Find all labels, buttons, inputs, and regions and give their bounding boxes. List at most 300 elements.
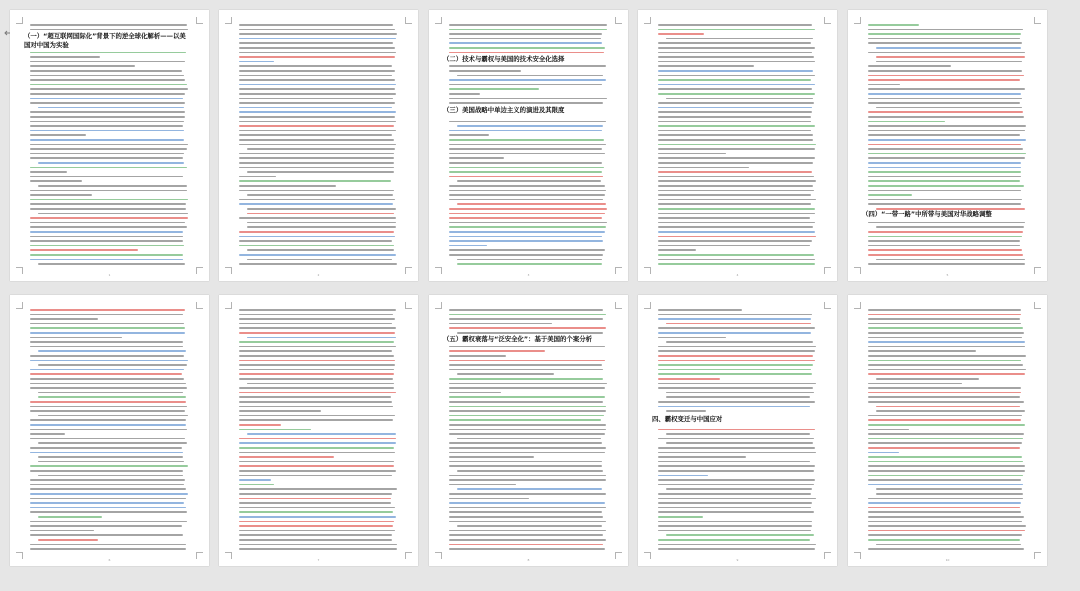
text-line xyxy=(239,516,396,518)
text-line xyxy=(868,236,1022,238)
text-line xyxy=(30,447,182,449)
text-line xyxy=(239,240,392,242)
text-line xyxy=(449,456,534,458)
document-page[interactable] xyxy=(10,295,209,566)
text-line xyxy=(868,263,1025,265)
text-line xyxy=(658,167,749,169)
text-line xyxy=(658,456,746,458)
text-line xyxy=(30,406,187,408)
text-line xyxy=(658,401,815,403)
text-line xyxy=(868,98,1022,100)
text-line xyxy=(239,130,396,132)
text-line xyxy=(247,337,396,339)
text-line xyxy=(30,93,185,95)
text-line xyxy=(30,511,187,513)
text-line xyxy=(449,415,604,417)
margin-corner-mark xyxy=(405,17,412,24)
text-line xyxy=(247,213,394,215)
text-line xyxy=(658,309,742,311)
text-line xyxy=(247,259,392,261)
text-line xyxy=(658,199,816,201)
text-line xyxy=(457,438,601,440)
margin-corner-mark xyxy=(1034,17,1041,24)
text-line xyxy=(30,240,183,242)
text-line xyxy=(876,61,1022,63)
text-line xyxy=(658,47,815,49)
text-line xyxy=(239,231,394,233)
text-line xyxy=(868,387,1021,389)
text-line xyxy=(38,516,102,518)
text-line xyxy=(30,134,86,136)
document-page[interactable] xyxy=(219,10,418,281)
text-line xyxy=(239,475,392,477)
text-line xyxy=(449,530,606,532)
text-line xyxy=(30,314,183,316)
text-line xyxy=(30,502,184,504)
text-line xyxy=(30,203,186,205)
text-line xyxy=(239,93,396,95)
text-line xyxy=(868,383,962,385)
text-line xyxy=(449,121,606,123)
text-line xyxy=(38,396,186,398)
text-line xyxy=(38,415,188,417)
text-line xyxy=(449,176,603,178)
text-line xyxy=(868,534,1022,536)
text-line xyxy=(449,254,603,256)
text-line xyxy=(658,498,816,500)
text-line xyxy=(868,111,1023,113)
text-line xyxy=(239,139,394,141)
text-line xyxy=(30,254,183,256)
text-line xyxy=(247,222,396,224)
text-line xyxy=(30,24,187,26)
text-line xyxy=(239,355,394,357)
text-line xyxy=(38,539,98,541)
text-line xyxy=(449,171,602,173)
text-line xyxy=(239,318,395,320)
text-line xyxy=(30,171,67,173)
text-line xyxy=(868,102,1020,104)
text-line xyxy=(30,360,188,362)
text-line xyxy=(30,346,183,348)
text-line xyxy=(30,327,185,329)
text-line xyxy=(449,507,606,509)
section-heading: 国对中国为实验 xyxy=(24,41,69,49)
text-line xyxy=(449,387,605,389)
text-line xyxy=(449,410,606,412)
text-line xyxy=(868,525,1026,527)
document-page[interactable] xyxy=(848,10,1047,281)
text-line xyxy=(666,433,810,435)
text-line xyxy=(239,465,394,467)
text-line xyxy=(868,245,1020,247)
text-line xyxy=(239,176,276,178)
text-line xyxy=(449,447,606,449)
text-line xyxy=(868,52,1025,54)
text-line xyxy=(38,461,184,463)
text-line xyxy=(38,392,183,394)
text-line xyxy=(658,406,810,408)
text-line xyxy=(457,332,603,334)
text-line xyxy=(658,93,815,95)
text-line xyxy=(239,65,392,67)
text-line xyxy=(30,534,183,536)
text-line xyxy=(449,392,501,394)
text-line xyxy=(239,396,391,398)
text-line xyxy=(868,396,1020,398)
text-line xyxy=(868,516,1024,518)
text-line xyxy=(449,199,603,201)
text-line xyxy=(658,544,816,546)
section-heading: （三）美国战略中单边主义的演进及其限度 xyxy=(443,106,565,114)
text-line xyxy=(30,52,186,54)
text-line xyxy=(658,116,811,118)
text-line xyxy=(30,84,187,86)
text-line xyxy=(658,222,815,224)
text-line xyxy=(38,185,187,187)
section-heading: （四）“一带一路”中所带与美国对华战略调整 xyxy=(862,210,992,218)
text-line xyxy=(658,190,814,192)
text-line xyxy=(658,130,811,132)
text-line xyxy=(30,29,188,31)
text-line xyxy=(449,350,545,352)
text-line xyxy=(449,93,480,95)
text-line xyxy=(449,433,605,435)
text-line xyxy=(658,493,811,495)
text-line xyxy=(449,79,606,81)
text-line xyxy=(658,79,811,81)
text-line xyxy=(457,470,603,472)
text-line xyxy=(658,364,813,366)
text-line xyxy=(239,111,396,113)
text-line xyxy=(666,392,814,394)
text-line xyxy=(658,29,815,31)
text-line xyxy=(658,75,815,77)
text-line xyxy=(868,199,1022,201)
text-line xyxy=(449,309,603,311)
text-line xyxy=(658,240,812,242)
text-line xyxy=(30,465,188,467)
text-line xyxy=(666,98,813,100)
text-line xyxy=(239,52,396,54)
text-line xyxy=(658,438,814,440)
text-line xyxy=(658,383,816,385)
text-line xyxy=(449,498,529,500)
document-page[interactable] xyxy=(638,295,837,566)
text-line xyxy=(30,176,183,178)
page-number: 8 xyxy=(527,558,530,562)
text-line xyxy=(30,433,65,435)
text-line xyxy=(239,107,392,109)
text-line xyxy=(658,548,815,550)
text-line xyxy=(239,56,395,58)
text-line xyxy=(868,79,1020,81)
text-line xyxy=(30,56,100,58)
text-line xyxy=(658,314,812,316)
text-line xyxy=(30,217,188,219)
text-line xyxy=(658,507,811,509)
text-line xyxy=(868,461,1023,463)
text-line xyxy=(449,475,606,477)
text-line xyxy=(239,332,395,334)
text-line xyxy=(658,203,811,205)
text-line xyxy=(658,360,815,362)
text-line xyxy=(30,479,185,481)
text-line xyxy=(449,521,606,523)
text-line xyxy=(868,465,1025,467)
text-line xyxy=(457,180,601,182)
text-line xyxy=(239,33,397,35)
text-line xyxy=(239,401,392,403)
text-line xyxy=(30,130,184,132)
text-line xyxy=(239,452,395,454)
margin-corner-mark xyxy=(196,302,203,309)
text-line xyxy=(868,470,1025,472)
text-line xyxy=(30,424,186,426)
text-line xyxy=(449,236,602,238)
text-line xyxy=(449,364,602,366)
text-line xyxy=(239,167,394,169)
text-line xyxy=(658,378,720,380)
text-line xyxy=(876,208,1025,210)
text-line xyxy=(449,424,606,426)
text-line xyxy=(239,415,395,417)
text-line xyxy=(30,419,186,421)
text-line xyxy=(658,530,811,532)
margin-corner-mark xyxy=(644,302,651,309)
text-line xyxy=(239,144,396,146)
text-line xyxy=(239,544,397,546)
text-line xyxy=(449,134,489,136)
text-line xyxy=(658,525,812,527)
text-line xyxy=(658,148,815,150)
text-line xyxy=(449,231,605,233)
text-line xyxy=(239,153,394,155)
text-line xyxy=(658,217,810,219)
text-line xyxy=(658,387,813,389)
text-line xyxy=(239,447,394,449)
text-line xyxy=(658,236,816,238)
text-line xyxy=(30,318,98,320)
text-line xyxy=(457,75,603,77)
text-line xyxy=(868,249,1022,251)
text-line xyxy=(449,144,606,146)
document-page[interactable] xyxy=(638,10,837,281)
text-line xyxy=(239,203,393,205)
text-line xyxy=(868,309,1021,311)
text-line xyxy=(30,61,185,63)
text-line xyxy=(868,332,1024,334)
text-line xyxy=(449,544,603,546)
text-line xyxy=(658,539,810,541)
text-line xyxy=(239,511,393,513)
text-line xyxy=(658,139,813,141)
document-page[interactable] xyxy=(848,295,1047,566)
text-line xyxy=(239,373,394,375)
document-page[interactable] xyxy=(429,10,628,281)
text-line xyxy=(449,167,604,169)
text-line xyxy=(876,259,1025,261)
text-line xyxy=(30,88,188,90)
margin-corner-mark xyxy=(824,302,831,309)
text-line xyxy=(868,240,1020,242)
text-line xyxy=(30,125,183,127)
margin-corner-mark xyxy=(615,17,622,24)
text-line xyxy=(449,419,601,421)
document-page[interactable] xyxy=(429,295,628,566)
margin-corner-mark xyxy=(405,302,412,309)
text-line xyxy=(30,180,82,182)
text-line xyxy=(868,415,1022,417)
text-line xyxy=(876,378,979,380)
text-line xyxy=(239,438,396,440)
text-line xyxy=(30,373,182,375)
text-line xyxy=(868,121,945,123)
text-line xyxy=(30,498,186,500)
text-line xyxy=(30,121,184,123)
text-line xyxy=(876,226,1024,228)
text-line xyxy=(868,392,1021,394)
text-line xyxy=(449,222,607,224)
text-line xyxy=(30,401,186,403)
text-line xyxy=(30,383,186,385)
text-line xyxy=(449,318,603,320)
text-line xyxy=(38,442,187,444)
text-line xyxy=(868,314,1021,316)
text-line xyxy=(30,79,185,81)
text-line xyxy=(449,190,606,192)
text-line xyxy=(247,171,394,173)
text-line xyxy=(247,226,396,228)
text-line xyxy=(868,318,1020,320)
text-line xyxy=(449,314,606,316)
text-line xyxy=(38,263,185,265)
margin-corner-mark xyxy=(854,302,861,309)
text-line xyxy=(30,544,186,546)
text-line xyxy=(239,502,391,504)
text-line xyxy=(449,516,603,518)
text-line xyxy=(658,162,813,164)
text-line xyxy=(30,355,184,357)
text-line xyxy=(247,208,396,210)
text-line xyxy=(658,121,811,123)
text-line xyxy=(868,70,1022,72)
text-line xyxy=(658,213,815,215)
text-line xyxy=(868,134,1020,136)
text-line xyxy=(239,61,274,63)
document-page[interactable] xyxy=(219,295,418,566)
text-line xyxy=(449,539,606,541)
text-line xyxy=(449,29,607,31)
text-line xyxy=(666,488,812,490)
text-line xyxy=(449,461,602,463)
text-line xyxy=(658,231,815,233)
text-line xyxy=(30,249,138,251)
text-line xyxy=(658,134,813,136)
text-line xyxy=(239,350,392,352)
text-line xyxy=(868,511,1021,513)
text-line xyxy=(658,102,814,104)
text-line xyxy=(658,465,815,467)
text-line xyxy=(247,433,396,435)
text-line xyxy=(449,88,539,90)
text-line xyxy=(666,534,814,536)
text-line xyxy=(868,521,1022,523)
document-page[interactable] xyxy=(10,10,209,281)
text-line xyxy=(658,33,704,35)
text-line xyxy=(239,116,395,118)
text-line xyxy=(30,222,185,224)
text-line xyxy=(868,484,1023,486)
text-line xyxy=(658,511,814,513)
text-line xyxy=(868,456,1022,458)
text-line xyxy=(239,42,393,44)
text-line xyxy=(449,148,602,150)
text-line xyxy=(30,378,184,380)
text-line xyxy=(449,502,605,504)
text-line xyxy=(457,125,603,127)
margin-corner-mark xyxy=(16,17,23,24)
text-line xyxy=(868,167,1021,169)
text-line xyxy=(658,318,811,320)
text-line xyxy=(30,387,187,389)
page-number: 6 xyxy=(108,558,111,562)
text-line xyxy=(658,484,814,486)
text-line xyxy=(30,144,188,146)
text-line xyxy=(666,323,811,325)
text-line xyxy=(239,38,396,40)
text-line xyxy=(239,162,394,164)
text-line xyxy=(868,360,1021,362)
text-line xyxy=(457,488,602,490)
margin-corner-mark xyxy=(16,302,23,309)
text-line xyxy=(658,327,815,329)
text-line xyxy=(239,392,396,394)
text-line xyxy=(449,383,607,385)
text-line xyxy=(868,65,951,67)
text-line xyxy=(239,410,321,412)
text-line xyxy=(658,157,815,159)
page-number: 5 xyxy=(946,273,949,277)
text-line xyxy=(658,521,812,523)
text-line xyxy=(239,190,394,192)
text-line xyxy=(239,548,397,550)
text-line xyxy=(658,208,815,210)
text-line xyxy=(239,47,395,49)
text-line xyxy=(868,162,1021,164)
text-line xyxy=(868,369,1026,371)
text-line xyxy=(449,406,606,408)
text-line xyxy=(868,401,1024,403)
text-line xyxy=(239,323,392,325)
text-line xyxy=(449,226,606,228)
text-line xyxy=(239,263,397,265)
text-line xyxy=(38,107,184,109)
text-line xyxy=(658,84,815,86)
text-line xyxy=(449,355,506,357)
text-line xyxy=(658,479,815,481)
text-line xyxy=(868,157,1025,159)
text-line xyxy=(876,544,1021,546)
margin-corner-mark xyxy=(225,302,232,309)
text-line xyxy=(658,373,812,375)
text-line xyxy=(239,479,271,481)
margin-corner-mark xyxy=(225,17,232,24)
text-line xyxy=(876,56,1025,58)
text-line xyxy=(239,378,393,380)
text-line xyxy=(449,369,603,371)
text-line xyxy=(868,130,1025,132)
